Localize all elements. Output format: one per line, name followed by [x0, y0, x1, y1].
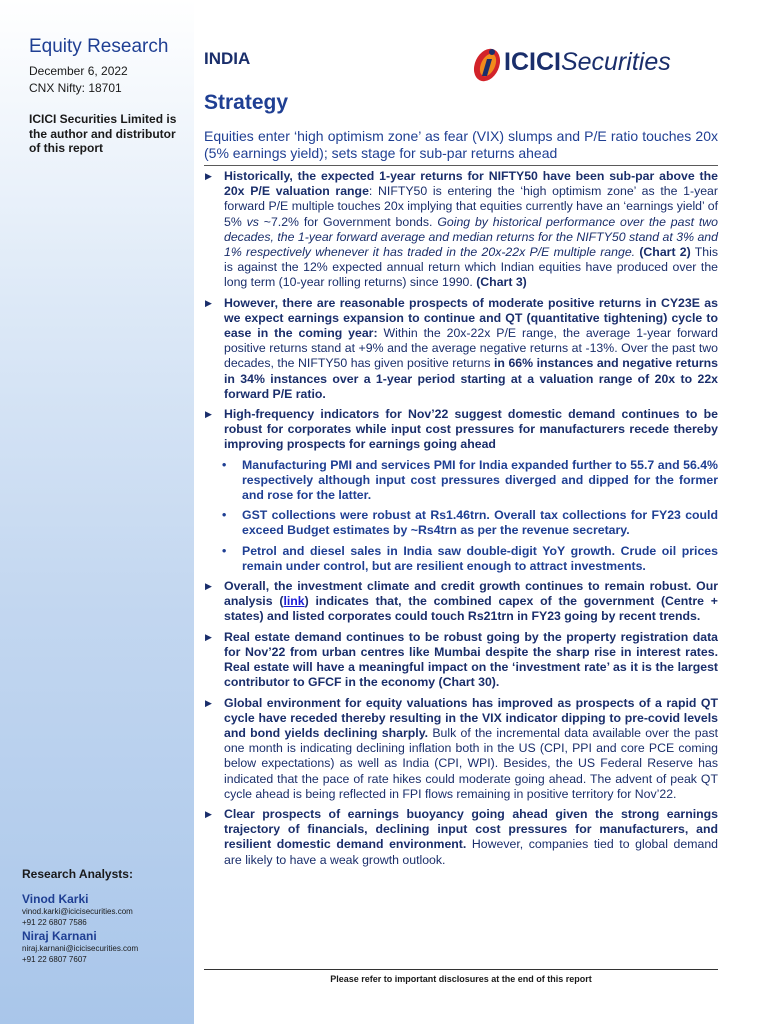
- bullet-triangle-icon: ▶: [205, 171, 212, 181]
- analyst-phone: +91 22 6807 7586: [22, 918, 87, 927]
- list-item: ▶ Historically, the expected 1-year returns for NIFTY50 have been sub-par above the 20x P/E valuation range: NIFTY50 is entering the ‘high optimism zone’ as the 1-year forward P/E multiple touches 20x implying that equities currently have an ‘earnings yield’ of 5% vs ~7.2% for Government bonds. Going by historical performance over the past two decades, the 1-year forward average and median returns for the NIFTY50 stand at 3% and 1% respectively whenever it has traded in the 20x-22x P/E multiple range. (Chart 2) This is against the 12% expected annual return which Indian equities have produced over the long term (10-year rolling returns) since 1990. (Chart 3): [205, 169, 718, 290]
- analysis-link[interactable]: link: [283, 594, 305, 609]
- bullet-dot-icon: •: [222, 457, 227, 472]
- author-note: ICICI Securities Limited is the author and distributor of this report: [29, 112, 177, 155]
- header-divider: [204, 165, 718, 166]
- bullet-triangle-icon: ▶: [205, 631, 212, 642]
- sub-list-item: • Petrol and diesel sales in India saw double-digit YoY growth. Crude oil prices remain under control, but are resilient enough to attract investments.: [222, 543, 718, 573]
- list-item: ▶ Overall, the investment climate and credit growth continues to remain robust. Our analysis (link) indicates that, the combined capex of the government (Centre + states) and listed corporates could touch Rs21trn in FY23 going by recent trends.: [205, 579, 718, 624]
- logo-wordmark: ICICISecurities: [504, 48, 671, 76]
- list-item: ▶ Clear prospects of earnings buoyancy going ahead given the strong earnings trajectory of financials, declining input cost pressures for manufacturers, and resilient domestic demand environment. However, companies tied to global demand are likely to have a weak growth outlook.: [205, 806, 718, 867]
- key-points: [204, 169, 718, 873]
- disclosure-note: Please refer to important disclosures at the end of this report: [330, 974, 592, 984]
- research-analysts-label: Research Analysts:: [22, 867, 133, 881]
- left-sidebar: [0, 0, 194, 1024]
- list-item: ▶ High-frequency indicators for Nov’22 suggest domestic demand continues to be robust for corporates while input cost pressures for manufacturers recede thereby improving prospects for earnings going ahead: [205, 407, 718, 452]
- footer-divider: [204, 969, 718, 970]
- icici-securities-logo: [470, 38, 720, 86]
- section-title: Strategy: [204, 91, 289, 114]
- analyst-email[interactable]: vinod.karki@icicisecurities.com: [22, 907, 133, 916]
- analyst-email[interactable]: niraj.karnani@icicisecurities.com: [22, 944, 139, 953]
- analyst-name: Vinod Karki: [22, 892, 89, 906]
- report-date: December 6, 2022: [29, 64, 128, 78]
- nifty-level: CNX Nifty: 18701: [29, 81, 122, 95]
- bullet-dot-icon: •: [222, 543, 227, 558]
- bullet-triangle-icon: ▶: [205, 409, 212, 420]
- bullet-dot-icon: •: [222, 508, 227, 523]
- analyst-name: Niraj Karnani: [22, 929, 97, 943]
- bullet-triangle-icon: ▶: [205, 581, 212, 592]
- sub-list-item: • GST collections were robust at Rs1.46trn. Overall tax collections for FY23 could exceed Budget estimates by ~Rs4trn as per the revenue secretary.: [222, 508, 718, 538]
- report-category: Equity Research: [29, 36, 169, 57]
- sub-list-item: • Manufacturing PMI and services PMI for India expanded further to 55.7 and 56.4% respectively although input cost pressures diverged and dipped for the former and rose for the latter.: [222, 457, 718, 503]
- bullet-triangle-icon: ▶: [205, 697, 212, 708]
- report-headline: Equities enter ‘high optimism zone’ as fear (VIX) slumps and P/E ratio touches 20x (5% earnings yield); sets stage for sub-par returns ahead: [204, 128, 718, 161]
- analyst-phone: +91 22 6807 7607: [22, 955, 87, 964]
- list-item: ▶ Real estate demand continues to be robust going by the property registration data for Nov’22 from urban centres like Mumbai despite the sharp rise in interest rates. Real estate will have a meaningful impact on the ‘investment rate’ as it is the largest contributor to GFCF in the economy (Chart 30).: [205, 629, 718, 690]
- list-item: ▶ Global environment for equity valuations has improved as prospects of a rapid QT cycle have receded thereby resulting in the VIX indicator dipping to pre-covid levels and bond yields declining sharply. Bulk of the incremental data available over the past one month is indicating declining inflation both in the US (CPI, PPI and core PCE coming below expectations) as well as India (CPI, WPI). Besides, the US Federal Reserve has indicated that the pace of rate hikes could moderate going ahead. The advent of peak QT cycle ahead is being reflected in FPI flows remaining in positive territory for Nov’22.: [205, 695, 719, 801]
- list-item: ▶ However, there are reasonable prospects of moderate positive returns in CY23E as we expect earnings expansion to continue and QT (quantitative tightening) cycle to ease in the coming year: Within the 20x-22x P/E range, the average 1-year forward positive returns stand at +9% and the average negative returns at -13%. Over the past two decades, the NIFTY50 has given positive returns in 66% instances and negative returns in 34% instances over a 1-year period starting at a valuation range of 20x to 22x forward P/E ratio.: [205, 295, 718, 401]
- country-label: INDIA: [204, 49, 251, 68]
- bullet-triangle-icon: ▶: [205, 808, 212, 819]
- bullet-triangle-icon: ▶: [205, 297, 212, 308]
